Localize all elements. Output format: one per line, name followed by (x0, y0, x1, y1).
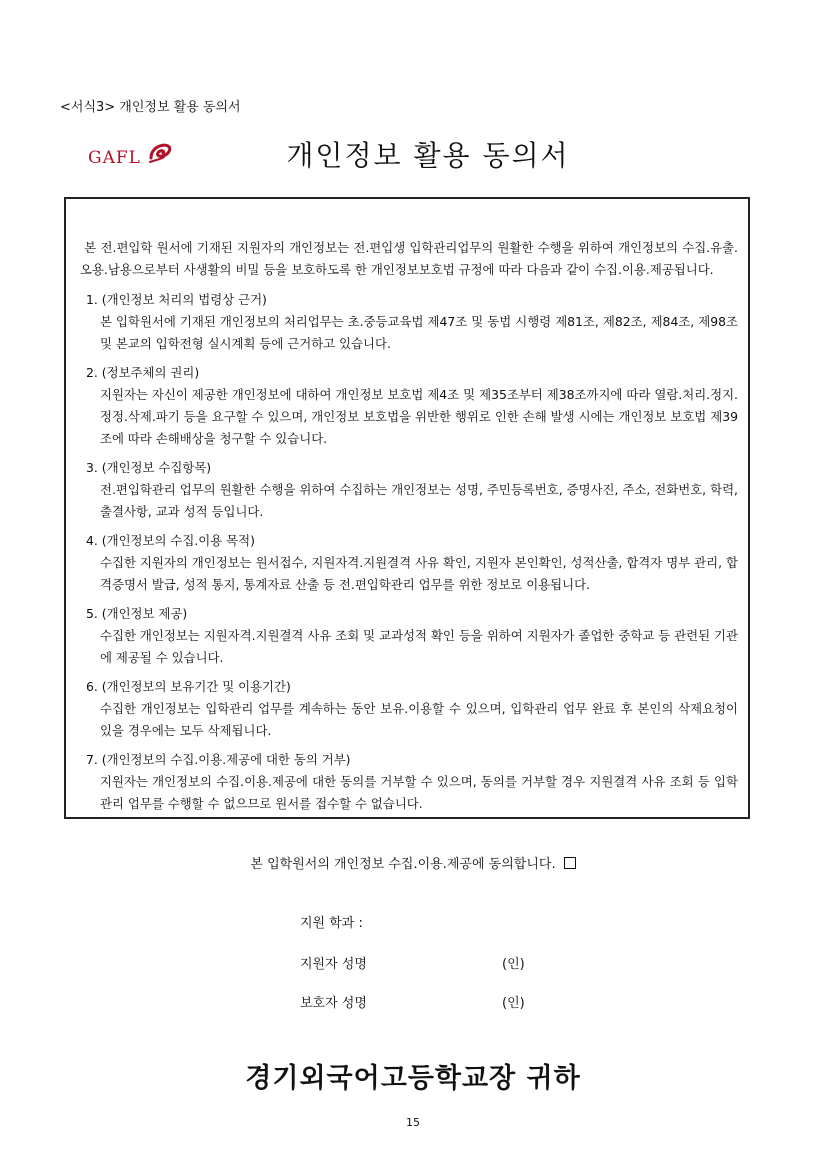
section-heading: 4. (개인정보의 수집.이용 목적) (86, 533, 255, 548)
guardian-seal: (인) (502, 996, 525, 1011)
terms-content (80, 237, 738, 822)
terms-section (80, 289, 738, 355)
consent-checkbox[interactable] (564, 857, 576, 869)
form-label: <서식3> 개인정보 활용 동의서 (60, 100, 241, 115)
page-number: 15 (406, 1116, 420, 1129)
section-heading: 6. (개인정보의 보유기간 및 이용기간) (86, 679, 291, 694)
section-body: 전.편입학관리 업무의 원활한 수행을 위하여 수집하는 개인정보는 성명, 주민등록번호, 증명사진, 주소, 전화번호, 학력, 출결사항, 교과 성적 등입니다. (100, 482, 738, 519)
terms-section (80, 530, 738, 596)
section-heading: 1. (개인정보 처리의 법령상 근거) (86, 292, 267, 307)
intro-paragraph (80, 237, 738, 281)
terms-sections (80, 289, 738, 815)
consent-text: 본 입학원서의 개인정보 수집.이용.제공에 동의합니다. (250, 857, 556, 872)
section-heading: 7. (개인정보의 수집.이용.제공에 대한 동의 거부) (86, 752, 351, 767)
terms-section (80, 457, 738, 523)
section-heading: 3. (개인정보 수집항목) (86, 460, 212, 475)
terms-section (80, 749, 738, 815)
section-body: 지원자는 개인정보의 수집.이용.제공에 대한 동의를 거부할 수 있으며, 동의를 거부할 경우 지원결격 사유 조회 등 입학관리 업무를 수행할 수 없으므로 원서를 접수할 수 없습니다. (100, 774, 738, 811)
terms-box (64, 197, 750, 819)
section-body: 본 입학원서에 기재된 개인정보의 처리업무는 초.중등교육법 제47조 및 동법 시행령 제81조, 제82조, 제84조, 제98조 및 본교의 입학전형 실시계획 등에 근거하고 있습니다. (100, 314, 738, 351)
section-body: 수집한 지원자의 개인정보는 원서접수, 지원자격.지원결격 사유 확인, 지원자 본인확인, 성적산출, 합격자 명부 관리, 합격증명서 발급, 성적 통지, 통계자료 산출 등 전.편입학관리 업무를 위한 정보로 이용됩니다. (100, 555, 738, 592)
terms-section (80, 603, 738, 669)
intro-text: 본 전.편입학 원서에 기재된 지원자의 개인정보는 전.편입생 입학관리업무의 원활한 수행을 위하여 개인정보의 수집.유출.오용.남용으로부터 사생활의 비밀 등을 보호하도록 한 개인정보보호법 규정에 따라 다음과 같이 수집.이용.제공됩니다. (80, 240, 738, 277)
section-heading: 5. (개인정보 제공) (86, 606, 188, 621)
section-body: 지원자는 자신이 제공한 개인정보에 대하여 개인정보 보호법 제4조 및 제35조부터 제38조까지에 따라 열람.처리.정지.정정.삭제.파기 등을 요구할 수 있으며, 개인정보 보호법을 위반한 행위로 인한 손해 발생 시에는 개인정보 보호법 제39조에 따라 손해배상을 청구할 수 있습니다. (100, 387, 738, 446)
section-body: 수집한 개인정보는 입학관리 업무를 계속하는 동안 보유.이용할 수 있으며, 입학관리 업무 완료 후 본인의 삭제요청이 있을 경우에는 모두 삭제됩니다. (100, 701, 738, 738)
applicant-seal: (인) (502, 957, 525, 972)
department-label: 지원 학과 : (300, 916, 363, 931)
terms-section (80, 676, 738, 742)
logo-text: GAFL (88, 148, 141, 168)
section-body: 수집한 개인정보는 지원자격.지원결격 사유 조회 및 교과성적 확인 등을 위하여 지원자가 졸업한 중학교 등 관련된 기관에 제공될 수 있습니다. (100, 628, 738, 665)
addressee: 경기외국어고등학교장 귀하 (245, 1063, 581, 1094)
applicant-name-label: 지원자 성명 (300, 957, 367, 972)
consent-statement (0, 853, 826, 872)
terms-section (80, 362, 738, 450)
guardian-name-label: 보호자 성명 (300, 996, 367, 1011)
document-title: 개인정보 활용 동의서 (286, 139, 570, 172)
section-heading: 2. (정보주체의 권리) (86, 365, 200, 380)
